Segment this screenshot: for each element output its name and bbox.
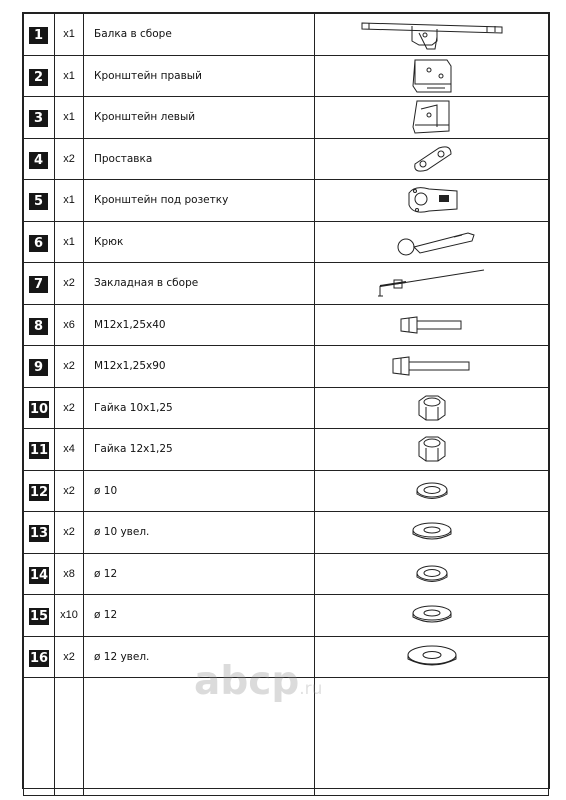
item-picture-cell xyxy=(315,636,549,678)
item-quantity: x2 xyxy=(55,138,84,180)
item-name: M12x1,25x90 xyxy=(84,346,315,388)
watermark-text: abcp.ru xyxy=(194,659,323,704)
table-row xyxy=(24,346,549,388)
item-number-cell xyxy=(24,429,55,471)
item-number-cell xyxy=(24,263,55,305)
item-picture-cell xyxy=(315,470,549,512)
item-quantity: x2 xyxy=(55,346,84,388)
table-row xyxy=(24,263,549,305)
table-row xyxy=(24,55,549,97)
item-number: 12 xyxy=(30,484,49,500)
item-picture-cell xyxy=(315,138,549,180)
item-number: 5 xyxy=(29,193,48,210)
item-picture-cell xyxy=(315,346,549,388)
table-row xyxy=(24,180,549,222)
item-number: 7 xyxy=(29,276,48,293)
item-number: 15 xyxy=(30,609,49,625)
item-name: ø 10 xyxy=(84,470,315,512)
hex-nut-icon xyxy=(315,434,548,464)
spring-washer-icon xyxy=(315,479,548,503)
spring-washer-icon xyxy=(315,562,548,586)
item-number-cell xyxy=(24,470,55,512)
item-number-cell xyxy=(24,55,55,97)
table-row xyxy=(24,14,549,56)
item-number: 8 xyxy=(29,318,48,335)
item-picture-cell xyxy=(315,55,549,97)
item-number-cell xyxy=(24,97,55,139)
table-row xyxy=(24,97,549,139)
item-name: ø 12 xyxy=(84,553,315,595)
item-number: 11 xyxy=(30,443,49,459)
item-number-cell xyxy=(24,553,55,595)
item-quantity: x8 xyxy=(55,553,84,595)
item-picture-cell xyxy=(315,553,549,595)
table-row xyxy=(24,221,549,263)
item-number: 10 xyxy=(30,401,49,417)
item-quantity: x1 xyxy=(55,221,84,263)
item-number-cell xyxy=(24,180,55,222)
item-number-cell xyxy=(24,221,55,263)
flat-washer-large-icon xyxy=(315,643,548,671)
item-name: Закладная в сборе xyxy=(84,263,315,305)
item-number-cell xyxy=(24,387,55,429)
item-picture-cell xyxy=(315,387,549,429)
item-name: Крюк xyxy=(84,221,315,263)
item-quantity: x6 xyxy=(55,304,84,346)
table-row xyxy=(24,429,549,471)
table-row xyxy=(24,512,549,554)
item-picture-cell xyxy=(315,512,549,554)
item-quantity: x1 xyxy=(55,97,84,139)
item-name: ø 12 увел. xyxy=(84,636,315,678)
item-name: Проставка xyxy=(84,138,315,180)
table-row xyxy=(24,595,549,637)
item-quantity: x2 xyxy=(55,387,84,429)
item-picture-cell xyxy=(315,180,549,222)
item-number: 3 xyxy=(29,110,48,127)
table-row xyxy=(24,304,549,346)
item-picture-cell xyxy=(315,304,549,346)
item-number: 4 xyxy=(29,152,48,169)
item-picture-cell xyxy=(315,595,549,637)
table-row xyxy=(24,553,549,595)
item-number: 13 xyxy=(30,526,49,542)
item-name: Гайка 10x1,25 xyxy=(84,387,315,429)
hex-nut-icon xyxy=(315,393,548,423)
spacer-plate-icon xyxy=(315,144,548,174)
item-number-cell xyxy=(24,304,55,346)
item-picture-cell xyxy=(315,97,549,139)
item-quantity: x2 xyxy=(55,512,84,554)
bolt-long-icon xyxy=(315,353,548,379)
empty-cell xyxy=(24,678,55,796)
watermark-logo xyxy=(194,660,344,704)
table-row xyxy=(24,470,549,512)
empty-cell xyxy=(55,678,84,796)
left-bracket-icon xyxy=(315,99,548,135)
flat-washer-icon xyxy=(315,603,548,627)
item-number: 1 xyxy=(29,27,48,44)
item-quantity: x1 xyxy=(55,180,84,222)
item-name: ø 10 увел. xyxy=(84,512,315,554)
item-quantity: x2 xyxy=(55,470,84,512)
tow-hook-icon xyxy=(315,225,548,259)
table-row xyxy=(24,138,549,180)
empty-cell xyxy=(315,678,549,796)
item-number: 2 xyxy=(29,69,48,86)
flat-washer-icon xyxy=(315,520,548,544)
item-quantity: x1 xyxy=(55,55,84,97)
item-number-cell xyxy=(24,636,55,678)
item-quantity: x2 xyxy=(55,636,84,678)
item-name: Кронштейн левый xyxy=(84,97,315,139)
item-number: 14 xyxy=(30,567,49,583)
right-bracket-icon xyxy=(315,58,548,94)
bolt-short-icon xyxy=(315,313,548,337)
item-name: M12x1,25x40 xyxy=(84,304,315,346)
item-number: 9 xyxy=(29,359,48,376)
item-number-cell xyxy=(24,346,55,388)
item-name: ø 12 xyxy=(84,595,315,637)
table-row xyxy=(24,387,549,429)
item-number-cell xyxy=(24,512,55,554)
item-number-cell xyxy=(24,595,55,637)
embedded-bolt-assembly-icon xyxy=(315,268,548,298)
item-number-cell xyxy=(24,14,55,56)
item-name: Балка в сборе xyxy=(84,14,315,56)
item-number: 6 xyxy=(29,235,48,252)
item-picture-cell xyxy=(315,429,549,471)
item-quantity: x1 xyxy=(55,14,84,56)
item-name: Гайка 12x1,25 xyxy=(84,429,315,471)
item-number-cell xyxy=(24,138,55,180)
item-name: Кронштейн под розетку xyxy=(84,180,315,222)
item-picture-cell xyxy=(315,263,549,305)
tow-bar-beam-icon xyxy=(315,15,548,53)
socket-bracket-icon xyxy=(315,183,548,217)
item-number: 16 xyxy=(30,650,49,666)
item-picture-cell xyxy=(315,14,549,56)
item-quantity: x2 xyxy=(55,263,84,305)
item-name: Кронштейн правый xyxy=(84,55,315,97)
item-quantity: x10 xyxy=(55,595,84,637)
item-quantity: x4 xyxy=(55,429,84,471)
item-picture-cell xyxy=(315,221,549,263)
